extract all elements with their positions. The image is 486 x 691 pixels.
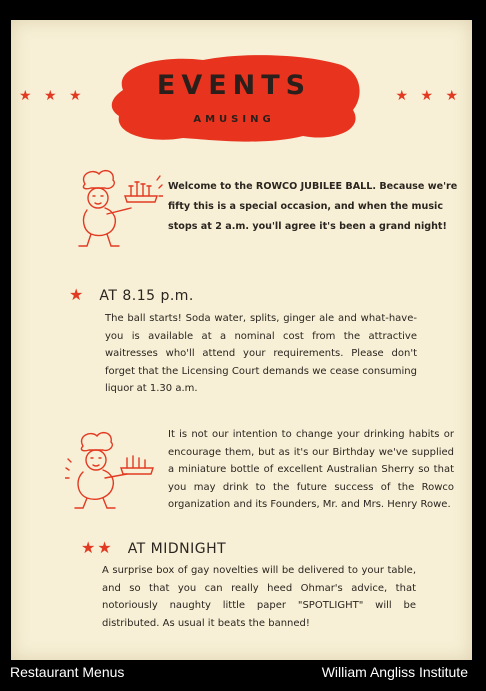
section-heading-midnight-text: AT MIDNIGHT [127, 541, 227, 557]
header-stars-left: ★ ★ ★ [19, 88, 86, 104]
section-heading-815 [69, 285, 194, 304]
section-midnight-body: A surprise box of gay novelties will be delivered to your table, and so that you can really heed Ohmar's advice, that notoriously naughty little paper "SPOTLIGHT" will be distributed. As usual it beats the banned! [102, 565, 416, 629]
section-815-body: The ball starts! Soda water, splits, ginger ale and what-have-you is available at a nominal cost from the attractive waitresses who'll attend your requirements. Please don't forget that the Licensing Court demands we cease consuming liquor at 1.30 a.m. [105, 313, 417, 394]
heading-star-icon: ★ [69, 285, 86, 304]
section-sherry-body: It is not our intention to change your drinking habits or encourage them, but as it's our Birthday we've supplied a miniature bottle of excellent Australian Sherry so that you may drink to the future success of the Rowco organization and its Founders, Mr. and Mrs. Henry Rowe. [168, 429, 454, 510]
page-subtitle: AMUSING [193, 114, 275, 125]
section-heading-midnight [81, 538, 226, 557]
page-title: EVENTS [156, 70, 312, 101]
heading-stars-icon: ★★ [81, 538, 114, 557]
section-heading-815-text: AT 8.15 p.m. [99, 288, 194, 304]
welcome-text: Welcome to the ROWCO JUBILEE BALL. Because we're fifty this is a special occasion, and when the music stops at 2 a.m. you'll agree it's been a grand night! [168, 181, 458, 232]
menu-page [11, 20, 472, 660]
footer-caption-right: William Angliss Institute [321, 664, 468, 680]
chef-waiter-icon [65, 430, 157, 510]
footer-caption-left: Restaurant Menus [10, 664, 125, 680]
header-stars-right: ★ ★ ★ [395, 88, 462, 104]
chef-waiter-icon [71, 168, 163, 250]
